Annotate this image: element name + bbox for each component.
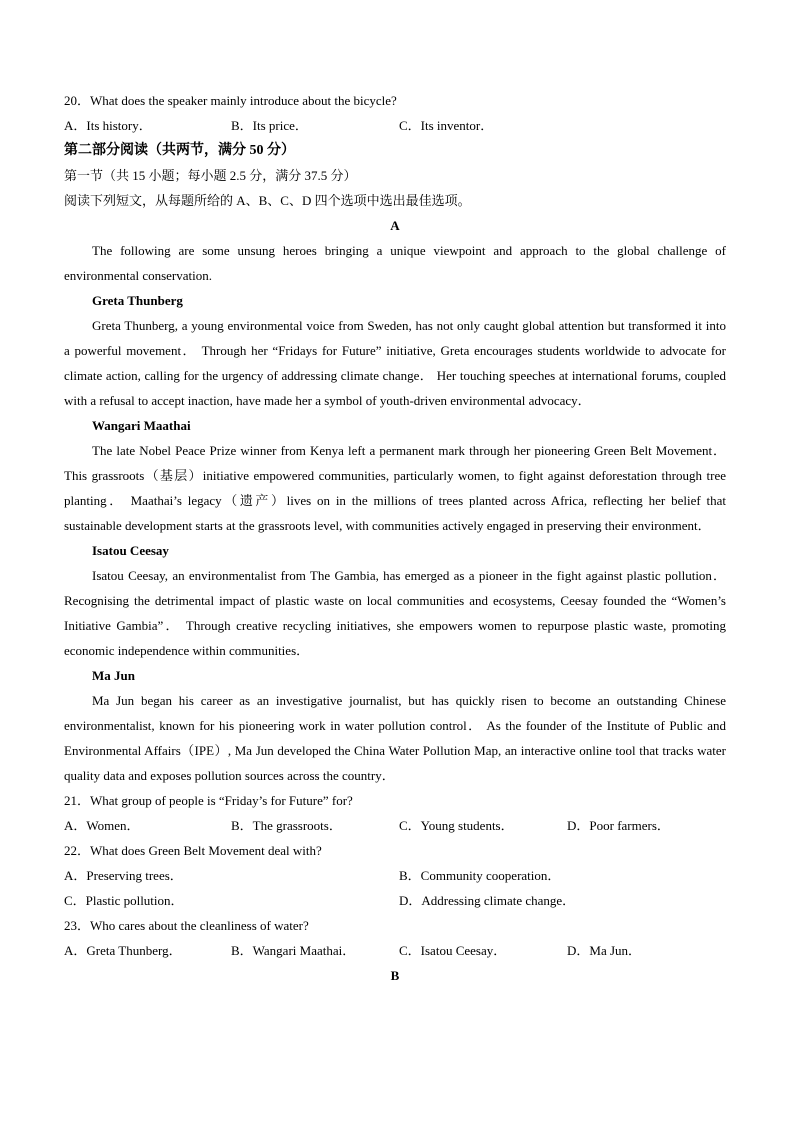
exam-page bbox=[64, 88, 726, 988]
passage-b-letter: B bbox=[390, 968, 400, 983]
q23-stem: 23．Who cares about the cleanliness of water? bbox=[64, 918, 309, 933]
q20-option-a: A．Its history． bbox=[64, 118, 152, 133]
q22-option-b: B．Community cooperation． bbox=[399, 868, 561, 883]
q21-stem: 21．What group of people is “Friday’s for Future” for? bbox=[64, 793, 353, 808]
q22-options-row1 bbox=[64, 863, 726, 888]
q20-options bbox=[64, 113, 726, 138]
q22-option-c: C．Plastic pollution． bbox=[64, 893, 184, 908]
section1-heading: 第一节（共 15 小题；每小题 2.5 分，满分 37.5 分） bbox=[64, 168, 357, 183]
person-text-wangari: The late Nobel Peace Prize winner from Kenya left a permanent mark through her pioneering Green Belt Movement． This grassroots（基层）initiative empowered communities, particularly women, to fight against deforestation through tree planting． Maathai’s legacy（遗产）lives on in the millions of trees planted across Africa, reflecting her belief that sustainable development starts at the grassroots level, with communities actively engaged in preserving their environment． bbox=[64, 443, 726, 533]
passage-a-intro: The following are some unsung heroes bringing a unique viewpoint and approach to the global challenge of environmental conservation. bbox=[64, 243, 726, 283]
q23-option-a: A．Greta Thunberg． bbox=[64, 943, 182, 958]
person-name-majun: Ma Jun bbox=[92, 668, 135, 683]
q21-option-b: B．The grassroots． bbox=[231, 818, 342, 833]
q20-option-b: B．Its price． bbox=[231, 118, 308, 133]
passage-a-letter: A bbox=[390, 218, 400, 233]
q21-option-d: D．Poor farmers． bbox=[567, 818, 670, 833]
q22-option-a: A．Preserving trees． bbox=[64, 868, 183, 883]
q22-stem: 22．What does Green Belt Movement deal with? bbox=[64, 843, 322, 858]
person-name-greta: Greta Thunberg bbox=[92, 293, 183, 308]
part2-title: 第二部分阅读（共两节，满分 50 分） bbox=[64, 143, 295, 158]
q23-option-c: C．Isatou Ceesay． bbox=[399, 943, 507, 958]
q23-option-d: D．Ma Jun． bbox=[567, 943, 642, 958]
q21-option-a: A．Women． bbox=[64, 818, 140, 833]
person-text-isatou: Isatou Ceesay, an environmentalist from The Gambia, has emerged as a pioneer in the fight against plastic pollution． Recognising the detrimental impact of plastic waste on local communities and ecosystems, Ceesay founded the “Women’s Initiative Gambia”． Through creative recycling initiatives, she empowers women to repurpose plastic waste, promoting economic independence within communities． bbox=[64, 568, 726, 658]
q22-option-d: D．Addressing climate change． bbox=[399, 893, 576, 908]
person-name-wangari: Wangari Maathai bbox=[92, 418, 191, 433]
q22-options-row2 bbox=[64, 888, 726, 913]
person-text-greta: Greta Thunberg, a young environmental voice from Sweden, has not only caught global attention but transformed it into a powerful movement． Through her “Fridays for Future” initiative, Greta encourages students worldwide to advocate for climate action, calling for the urgency of addressing climate change． Her touching speeches at international forums, coupled with a refusal to accept inaction, have made her a symbol of youth-driven environmental advocacy． bbox=[64, 318, 726, 408]
q20-option-c: C．Its inventor． bbox=[399, 118, 494, 133]
reading-instruction: 阅读下列短文，从每题所给的 A、B、C、D 四个选项中选出最佳选项。 bbox=[64, 193, 471, 208]
q20-stem: 20．What does the speaker mainly introduce about the bicycle? bbox=[64, 93, 397, 108]
person-text-majun: Ma Jun began his career as an investigative journalist, but has quickly risen to become an outstanding Chinese environmentalist, known for his pioneering work in water pollution control． As the founder of the Institute of Public and Environmental Affairs（IPE）, Ma Jun developed the China Water Pollution Map, an interactive online tool that tracks water quality data and exposes pollution sources across the country． bbox=[64, 693, 726, 783]
q21-option-c: C．Young students． bbox=[399, 818, 514, 833]
q23-option-b: B．Wangari Maathai． bbox=[231, 943, 356, 958]
person-name-isatou: Isatou Ceesay bbox=[92, 543, 169, 558]
q21-options bbox=[64, 813, 726, 838]
q23-options bbox=[64, 938, 726, 963]
